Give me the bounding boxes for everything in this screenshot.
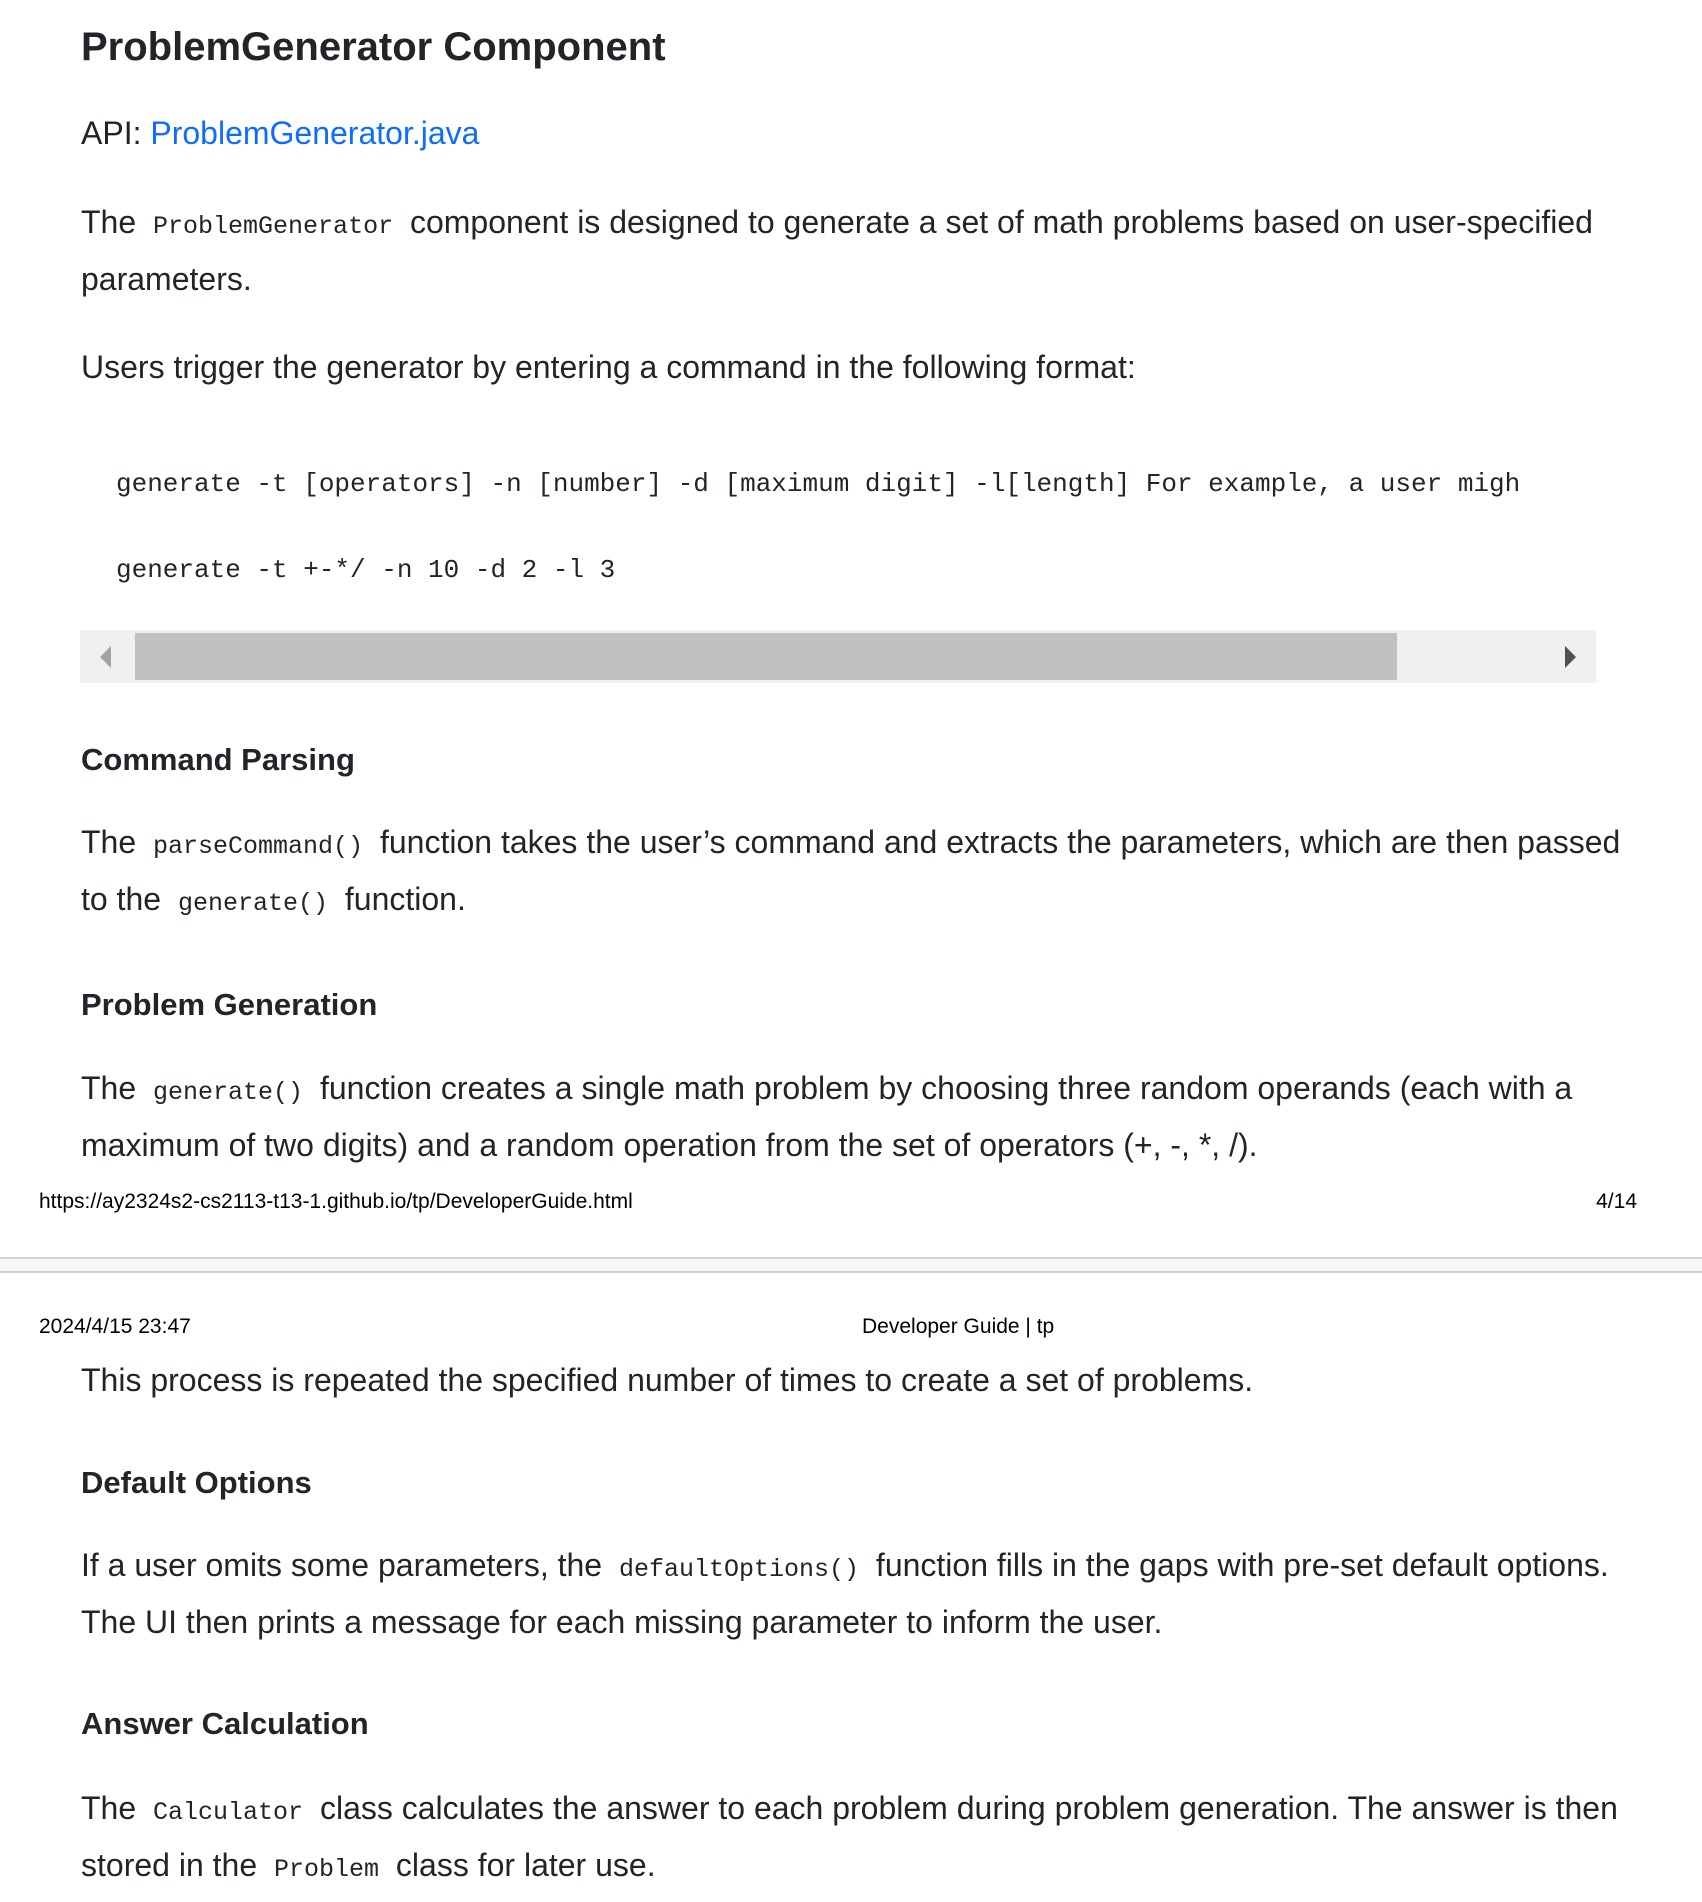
text: The [81, 1070, 137, 1106]
code-block [80, 444, 1596, 684]
page-title: ProblemGenerator Component [81, 25, 666, 69]
heading-default-options: Default Options [81, 1465, 312, 1500]
heading-problem-generation: Problem Generation [81, 987, 378, 1022]
scroll-right-arrow-icon[interactable] [1565, 646, 1576, 668]
answer-calculation-paragraph [81, 1782, 1626, 1896]
scroll-left-arrow-icon[interactable] [100, 646, 111, 668]
trigger-paragraph: Users trigger the generator by entering a command in the following format: [81, 349, 1136, 385]
api-line [81, 107, 1702, 160]
intro-paragraph [81, 196, 1626, 306]
repeat-paragraph: This process is repeated the specified number of times to create a set of problems. [81, 1362, 1254, 1398]
api-label: API: [81, 115, 151, 151]
inline-code: ProblemGenerator [153, 212, 394, 241]
page-separator [0, 1257, 1702, 1273]
text: The [81, 824, 137, 860]
print-header-title: Developer Guide | tp [862, 1315, 1055, 1338]
horizontal-scrollbar[interactable] [80, 630, 1596, 683]
text: The [81, 1790, 137, 1826]
page-2 [0, 1273, 1702, 1896]
problem-generation-paragraph [81, 1062, 1626, 1172]
page-number: 4/14 [1596, 1190, 1637, 1213]
api-link[interactable]: ProblemGenerator.java [150, 115, 480, 151]
code-line: generate -t +-*/ -n 10 -d 2 -l 3 [116, 555, 616, 585]
print-datetime: 2024/4/15 23:47 [39, 1315, 191, 1338]
command-parsing-paragraph [81, 816, 1626, 930]
text: The [81, 204, 137, 240]
text: function. [344, 881, 466, 917]
code-line: generate -t [operators] -n [number] -d [maximum digit] -l[length] For example, a user migh [116, 469, 1521, 499]
inline-code: defaultOptions() [618, 1555, 860, 1584]
footer-url: https://ay2324s2-cs2113-t13-1.github.io/tp/DeveloperGuide.html [39, 1190, 633, 1213]
text: class calculates the answer to each problem during problem generation. The answer is then stored in the [81, 1790, 1618, 1883]
text: If a user omits some parameters, the [81, 1547, 603, 1583]
text: class for later use. [395, 1847, 656, 1883]
text: component is designed to generate a set of math problems based on user-specified parameters. [81, 204, 1593, 297]
print-footer [0, 1189, 1702, 1215]
text: function fills in the gaps with pre-set default options. The UI then prints a message for each missing parameter to inform the user. [81, 1547, 1609, 1640]
inline-code: generate() [153, 1078, 304, 1107]
inline-code: Problem [274, 1855, 380, 1884]
heading-command-parsing: Command Parsing [81, 742, 355, 777]
heading-answer-calculation: Answer Calculation [81, 1706, 369, 1741]
scrollbar-thumb[interactable] [135, 633, 1397, 680]
print-header [0, 1314, 1702, 1340]
inline-code: Calculator [153, 1798, 304, 1827]
inline-code: parseCommand() [153, 832, 364, 861]
inline-code: generate() [177, 889, 328, 918]
text: function creates a single math problem by choosing three random operands (each with a maximum of two digits) and a random operation from the set of operators (+, -, *, /). [81, 1070, 1573, 1163]
text: function takes the user’s command and extracts the parameters, which are then passed to the [81, 824, 1621, 917]
default-options-paragraph [81, 1539, 1626, 1649]
